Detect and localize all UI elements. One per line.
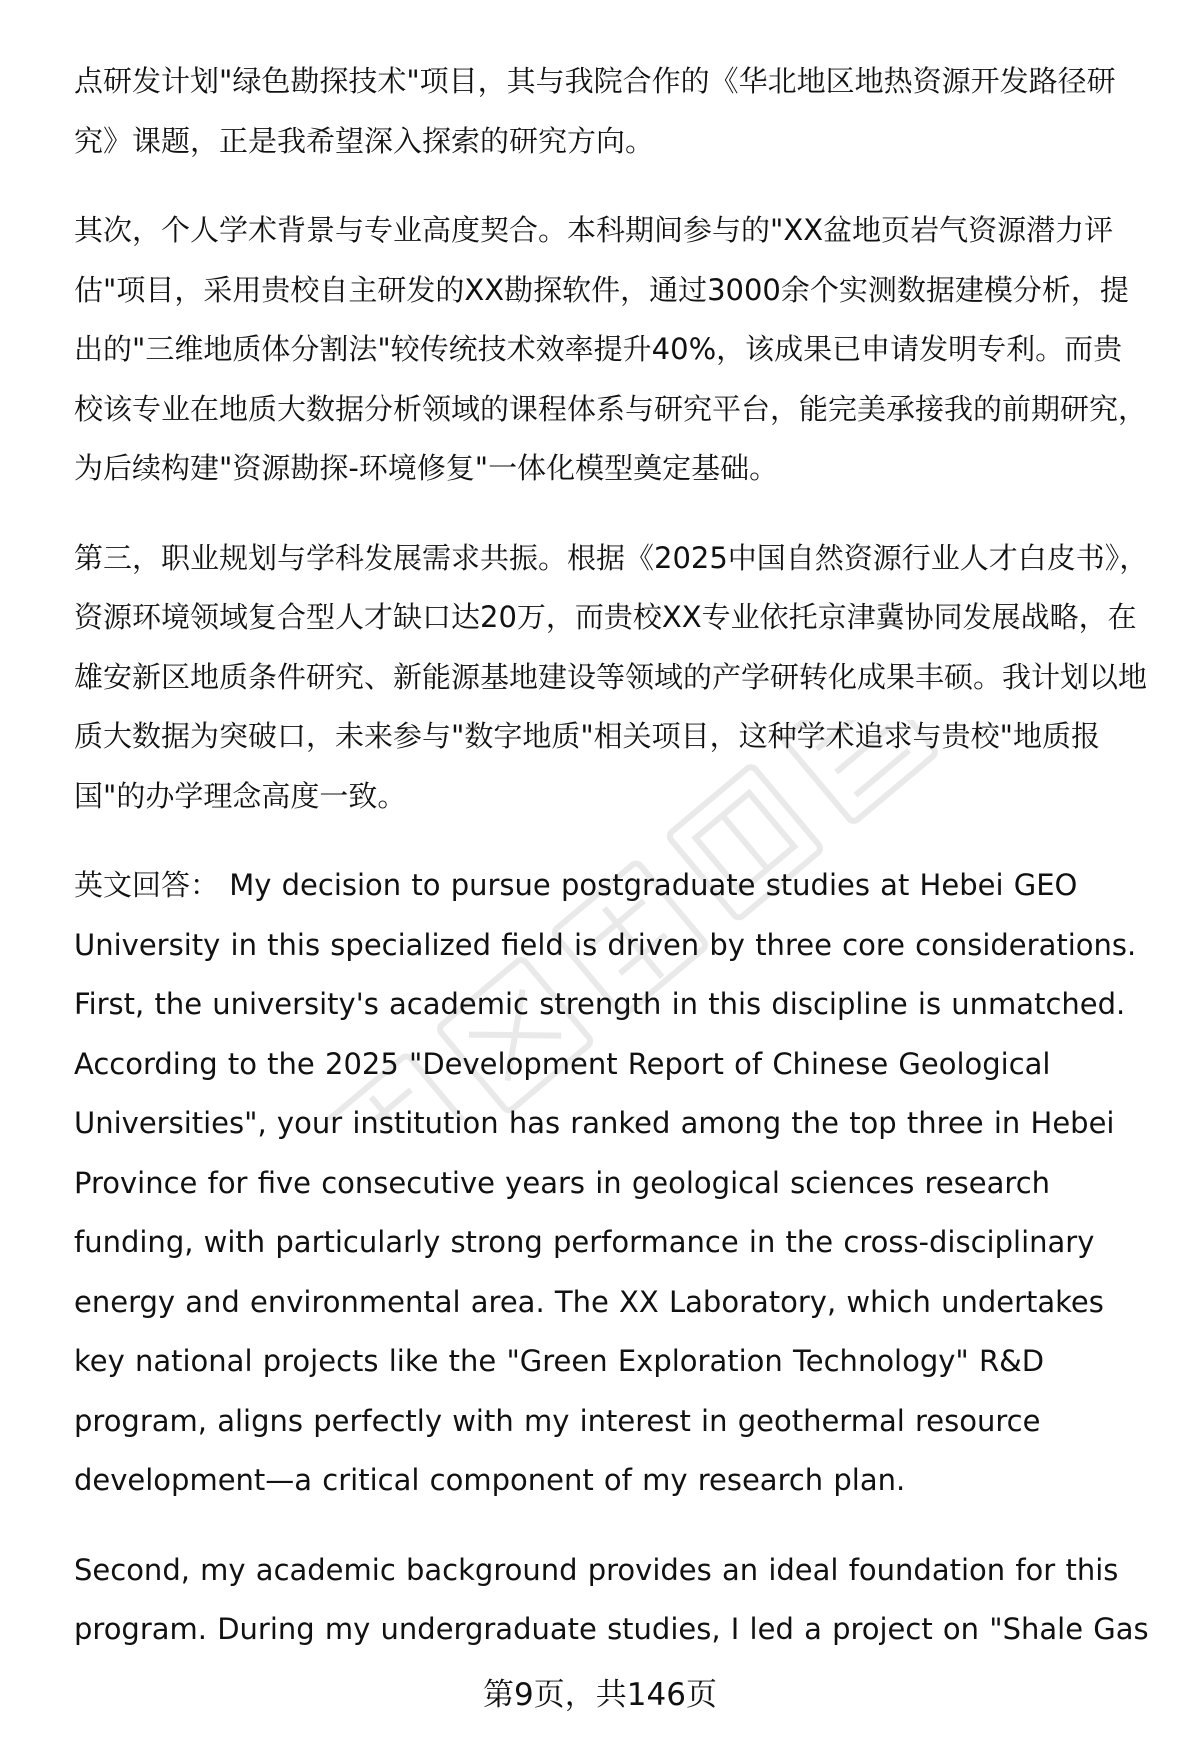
paragraph-second-point-en: Second, my academic background provides an ideal foundation for this program. During my undergraduate studies, I led a project on "Shale Gas <box>74 1552 1149 1646</box>
document-body <box>74 52 1150 1690</box>
paragraph-english-answer: 英文回答： My decision to pursue postgraduate studies at Hebei GEO University in this specialized field is driven by three core considerations. First, the university's academic strength in this discipline is unmatched. According to the 2025 "Development Report of Chinese Geological Universities", your institution has ranked among the top three in Hebei Province for five consecutive years in geological sciences research funding, with particularly strong performance in the cross-disciplinary energy and environmental area. The XX Laboratory, which undertakes key national projects like the "Green Exploration Technology" R&D program, aligns perfectly with my interest in geothermal resource development—a critical component of my research plan. <box>74 868 1137 1497</box>
page-indicator: 第9页，共146页 <box>483 1677 717 1713</box>
paragraph-career-planning-zh: 第三，职业规划与学科发展需求共振。根据《2025中国自然资源行业人才白皮书》，资源环境领域复合型人才缺口达20万，而贵校XX专业依托京津冀协同发展战略，在雄安新区地质条件研究、新能源基地建设等领域的产学研转化成果丰硕。我计划以地质大数据为突破口，未来参与"数字地质"相关项目，这种学术追求与贵校"地质报国"的办学理念高度一致。 <box>74 540 1149 813</box>
paragraph-academic-background-zh: 其次，个人学术背景与专业高度契合。本科期间参与的"XX盆地页岩气资源潜力评估"项目，采用贵校自主研发的XX勘探软件，通过3000余个实测数据建模分析，提出的"三维地质体分割法"较传统技术效率提升40%，该成果已申请发明专利。而贵校该专业在地质大数据分析领域的课程体系与研究平台，能完美承接我的前期研究，为后续构建"资源勘探-环境修复"一体化模型奠定基础。 <box>74 213 1148 485</box>
paragraph-research-direction: 点研发计划"绿色勘探技术"项目，其与我院合作的《华北地区地热资源开发路径研究》课题，正是我希望深入探索的研究方向。 <box>74 64 1116 158</box>
